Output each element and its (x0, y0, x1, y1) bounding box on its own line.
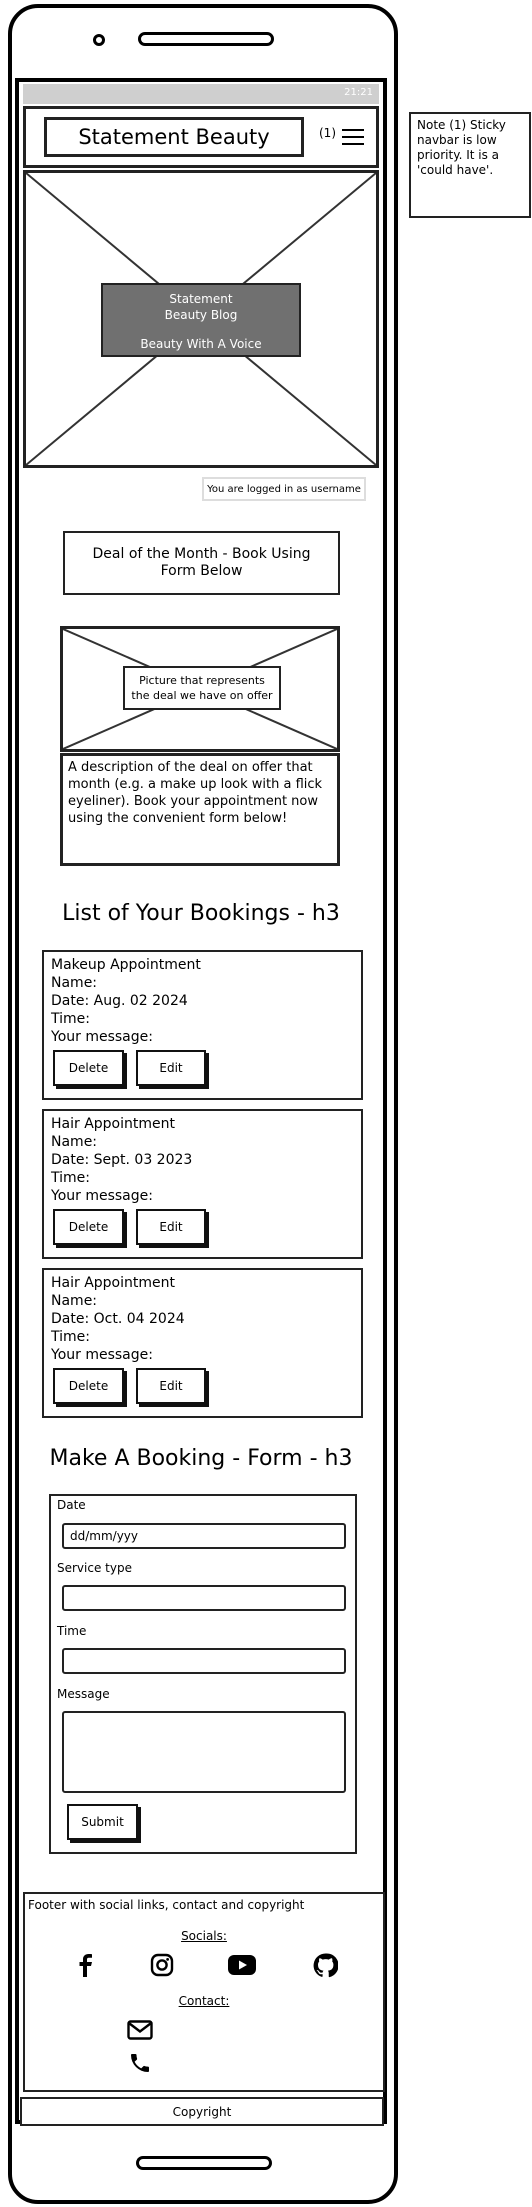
booking-date: Date: Oct. 04 2024 (51, 1311, 185, 1327)
service-type-input[interactable] (62, 1585, 346, 1611)
booking-time: Time: (51, 1011, 90, 1027)
hero-title-line1: Statement (169, 292, 233, 306)
message-textarea[interactable] (62, 1711, 346, 1793)
hamburger-menu-icon[interactable] (342, 127, 364, 147)
github-icon[interactable] (313, 1953, 338, 1978)
service-type-label: Service type (57, 1561, 132, 1575)
deal-image-caption: Picture that represents the deal we have on offer (123, 666, 281, 710)
booking-message: Your message: (51, 1347, 153, 1363)
socials-label: Socials: (181, 1929, 227, 1943)
booking-title: Hair Appointment (51, 1116, 175, 1132)
phone-icon[interactable] (128, 2051, 152, 2075)
edit-booking-button[interactable]: Edit (136, 1050, 206, 1086)
hero-overlay (101, 283, 301, 357)
deal-description: A description of the deal on offer that month (e.g. a make up look with a flick eyeliner). Book your appointment now using the convenient form below! (60, 753, 340, 866)
time-label: Time (57, 1624, 87, 1638)
booking-name: Name: (51, 1293, 98, 1309)
footer (23, 1892, 385, 2092)
brand-logo[interactable]: Statement Beauty (44, 117, 304, 157)
delete-booking-button[interactable]: Delete (53, 1368, 124, 1404)
login-status-badge: You are logged in as username (202, 477, 366, 501)
booking-date: Date: Aug. 02 2024 (51, 993, 188, 1009)
booking-time: Time: (51, 1170, 90, 1186)
side-note: Note (1) Sticky navbar is low priority. It is a 'could have'. (409, 112, 531, 218)
home-button[interactable] (136, 2156, 272, 2170)
copyright-bar: Copyright (20, 2097, 384, 2126)
bookings-heading: List of Your Bookings - h3 (62, 901, 340, 926)
booking-form-heading: Make A Booking - Form - h3 (49, 1446, 353, 1471)
hero-title-line2: Beauty Blog (164, 308, 238, 322)
booking-message: Your message: (51, 1029, 153, 1045)
facebook-icon[interactable] (74, 1953, 96, 1977)
edit-booking-button[interactable]: Edit (136, 1209, 206, 1245)
speaker-grille (138, 32, 274, 46)
submit-button[interactable]: Submit (67, 1804, 138, 1840)
booking-name: Name: (51, 975, 98, 991)
contact-label: Contact: (178, 1994, 230, 2008)
booking-name: Name: (51, 1134, 98, 1150)
message-label: Message (57, 1687, 110, 1701)
youtube-icon[interactable] (228, 1955, 256, 1975)
status-time: 21:21 (344, 87, 373, 98)
time-input[interactable] (62, 1648, 346, 1674)
status-bar (23, 84, 379, 104)
booking-title: Hair Appointment (51, 1275, 175, 1291)
booking-title: Makeup Appointment (51, 957, 201, 973)
booking-time: Time: (51, 1329, 90, 1345)
delete-booking-button[interactable]: Delete (53, 1209, 124, 1245)
edit-booking-button[interactable]: Edit (136, 1368, 206, 1404)
delete-booking-button[interactable]: Delete (53, 1050, 124, 1086)
envelope-icon[interactable] (127, 2020, 153, 2040)
booking-message: Your message: (51, 1188, 153, 1204)
footer-description: Footer with social links, contact and copyright (28, 1898, 305, 1912)
instagram-icon[interactable] (150, 1953, 174, 1977)
hero-subtitle: Beauty With A Voice (140, 337, 262, 351)
booking-date: Date: Sept. 03 2023 (51, 1152, 193, 1168)
date-label: Date (57, 1498, 86, 1512)
deal-heading: Deal of the Month - Book Using Form Below (63, 531, 340, 595)
note-marker: (1) (319, 126, 336, 140)
date-input[interactable]: dd/mm/yyy (62, 1523, 346, 1549)
camera-icon (93, 34, 105, 46)
